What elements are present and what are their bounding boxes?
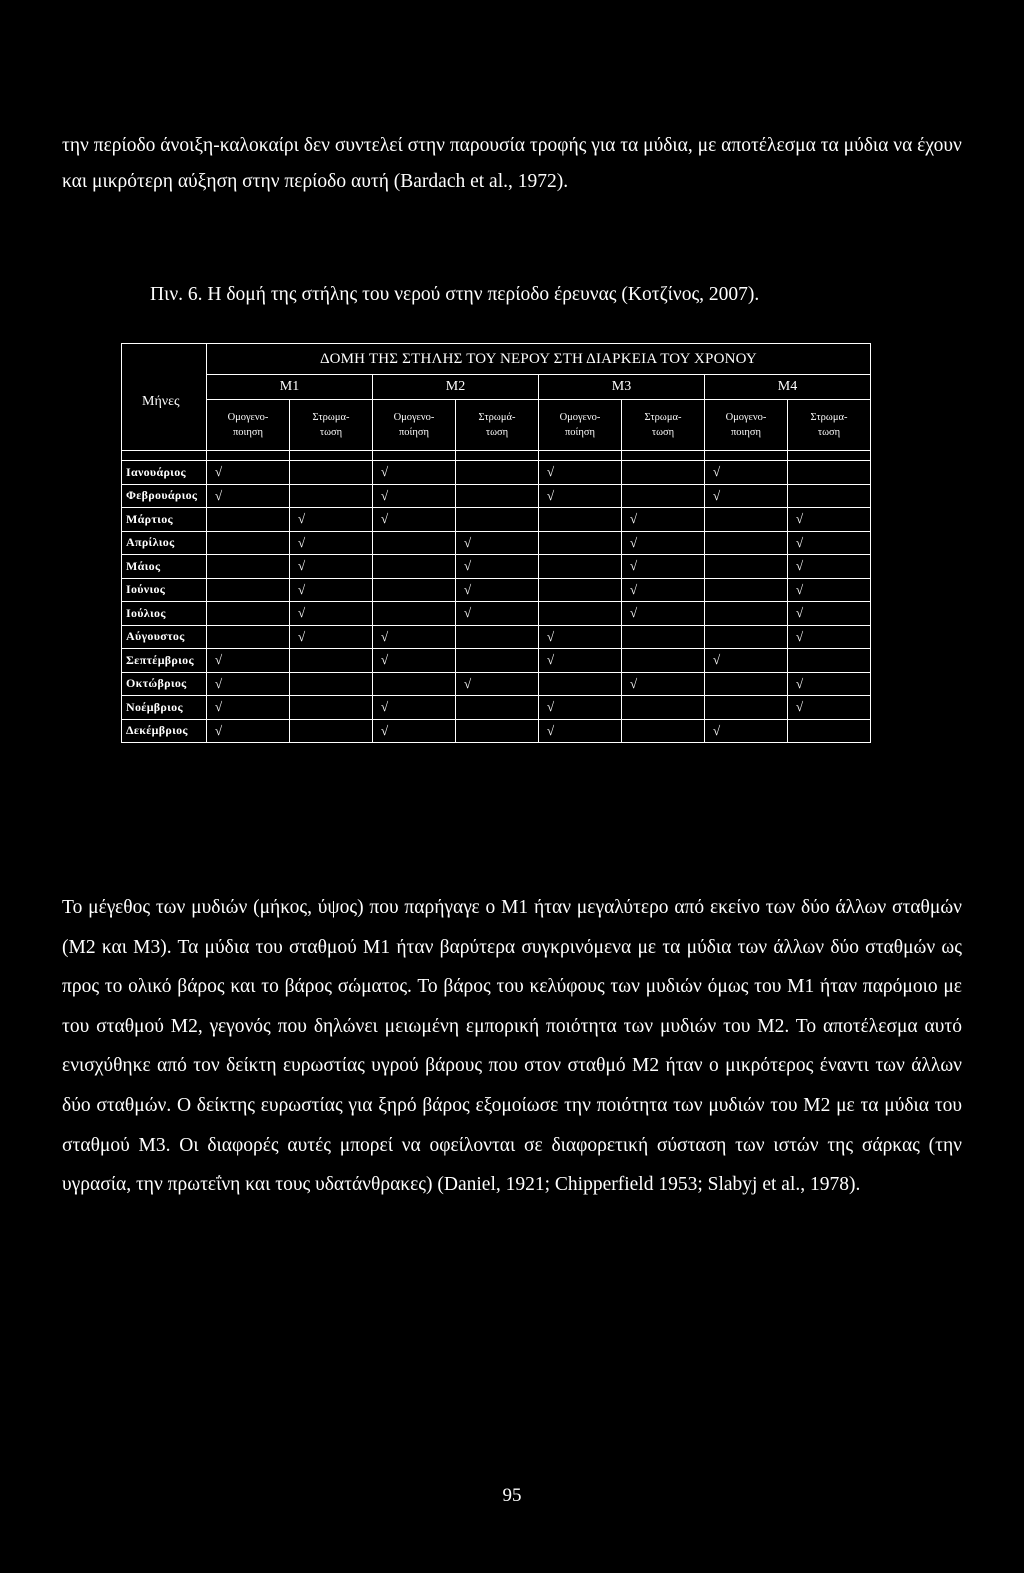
- check-mark-cell: [373, 578, 456, 602]
- check-mark-cell: [290, 672, 373, 696]
- paragraph-top: την περίοδο άνοιξη-καλοκαίρι δεν συντελεί στην παρουσία τροφής για τα μύδια, με αποτέλεσμα τα μύδια να έχουν και μικρότερη αύξηση στην περίοδο αυτή (Bardach et al., 1972).: [62, 135, 962, 192]
- table-title: ΔΟΜΗ ΤΗΣ ΣΤΗΛΗΣ ΤΟΥ ΝΕΡΟΥ ΣΤΗ ΔΙΑΡΚΕΙΑ ΤΟΥ ΧΡΟΝΟΥ: [207, 344, 871, 375]
- check-mark-cell: [705, 531, 788, 555]
- check-mark-cell: √: [373, 461, 456, 485]
- check-mark-cell: √: [705, 649, 788, 673]
- spacer-cell: [373, 451, 456, 461]
- check-mark-cell: √: [539, 625, 622, 649]
- check-mark-cell: [456, 649, 539, 673]
- check-mark-cell: √: [373, 719, 456, 743]
- check-mark-cell: √: [705, 461, 788, 485]
- check-mark-cell: √: [456, 531, 539, 555]
- check-mark-cell: [290, 696, 373, 720]
- month-cell: Ιανουάριος: [122, 461, 207, 485]
- check-mark-cell: √: [456, 602, 539, 626]
- check-mark-cell: [456, 719, 539, 743]
- check-mark-cell: [373, 672, 456, 696]
- check-mark-cell: √: [290, 578, 373, 602]
- check-mark-cell: [539, 672, 622, 696]
- check-mark-cell: √: [705, 719, 788, 743]
- check-mark-cell: √: [788, 578, 871, 602]
- check-mark-cell: √: [373, 625, 456, 649]
- month-cell: Σεπτέμβριος: [122, 649, 207, 673]
- station-header-m2: Μ2: [373, 375, 539, 400]
- table-row: [122, 555, 871, 579]
- spacer-cell: [122, 451, 207, 461]
- months-header: Μήνες: [122, 344, 207, 451]
- month-cell: Δεκέμβριος: [122, 719, 207, 743]
- station-header-m1: Μ1: [207, 375, 373, 400]
- check-mark-cell: [622, 696, 705, 720]
- check-mark-cell: √: [207, 484, 290, 508]
- subheader-homogenization: Ομογενο- ποιηση: [705, 400, 788, 451]
- table-row: [122, 672, 871, 696]
- spacer-cell: [207, 451, 290, 461]
- month-cell: Ιούνιος: [122, 578, 207, 602]
- check-mark-cell: √: [788, 531, 871, 555]
- month-cell: Απρίλιος: [122, 531, 207, 555]
- table-row: [122, 461, 871, 485]
- spacer-cell: [705, 451, 788, 461]
- check-mark-cell: [539, 531, 622, 555]
- check-mark-cell: [207, 625, 290, 649]
- check-mark-cell: [456, 461, 539, 485]
- check-mark-cell: [207, 555, 290, 579]
- check-mark-cell: √: [788, 508, 871, 532]
- month-cell: Μάρτιος: [122, 508, 207, 532]
- subheader-homogenization: Ομογενο- ποίηση: [539, 400, 622, 451]
- month-cell: Οκτώβριος: [122, 672, 207, 696]
- month-cell: Φεβρουάριος: [122, 484, 207, 508]
- check-mark-cell: [290, 461, 373, 485]
- month-cell: Ιούλιος: [122, 602, 207, 626]
- water-column-table: [121, 343, 871, 743]
- check-mark-cell: √: [373, 696, 456, 720]
- check-mark-cell: √: [207, 672, 290, 696]
- station-header-m4: Μ4: [705, 375, 871, 400]
- check-mark-cell: [539, 602, 622, 626]
- spacer-cell: [539, 451, 622, 461]
- check-mark-cell: [622, 484, 705, 508]
- check-mark-cell: √: [290, 555, 373, 579]
- check-mark-cell: √: [207, 696, 290, 720]
- check-mark-cell: [539, 555, 622, 579]
- spacer-cell: [788, 451, 871, 461]
- check-mark-cell: [290, 719, 373, 743]
- check-mark-cell: [456, 484, 539, 508]
- check-mark-cell: √: [290, 625, 373, 649]
- check-mark-cell: √: [290, 602, 373, 626]
- check-mark-cell: [207, 578, 290, 602]
- paragraph-bottom: Το μέγεθος των μυδιών (μήκος, ύψος) που παρήγαγε ο Μ1 ήταν μεγαλύτερο από εκείνο των δύο άλλων σταθμών (Μ2 και Μ3). Τα μύδια του σταθμού Μ1 ήταν βαρύτερα συγκρινόμενα με τα μύδια των άλλων δύο σταθμών ως προς το ολικό βάρος και το βάρος σώματος. Το βάρος του κελύφους των μυδιών όμως του Μ1 ήταν παρόμοιο με του σταθμού Μ2, γεγονός που δηλώνει μειωμένη εμπορική ποιότητα των μυδιών του Μ2. Το αποτέλεσμα αυτό ενισχύθηκε από τον δείκτη ευρωστίας υγρού βάρους που στον σταθμό Μ2 ήταν ο μικρότερος έναντι των άλλων δύο σταθμών. Ο δείκτης ευρωστίας για ξηρό βάρος εξομοίωσε την ποιότητα των μυδιών του Μ2 με τα μύδια του σταθμού Μ3. Οι διαφορές αυτές μπορεί να οφείλονται σε διαφορετική σύσταση των ιστών της σάρκας (την υγρασία, την πρωτεΐνη και τους υδατάνθρακες) (Daniel, 1921; Chipperfield 1953; Slabyj et al., 1978).: [62, 897, 962, 1196]
- check-mark-cell: [456, 625, 539, 649]
- table-row: [122, 602, 871, 626]
- month-cell: Μάιος: [122, 555, 207, 579]
- table-row: [122, 578, 871, 602]
- check-mark-cell: [290, 484, 373, 508]
- check-mark-cell: [622, 719, 705, 743]
- check-mark-cell: √: [207, 461, 290, 485]
- check-mark-cell: [705, 578, 788, 602]
- check-mark-cell: √: [622, 672, 705, 696]
- check-mark-cell: √: [622, 602, 705, 626]
- table-row: [122, 531, 871, 555]
- check-mark-cell: [456, 508, 539, 532]
- table-row: [122, 719, 871, 743]
- check-mark-cell: √: [788, 602, 871, 626]
- check-mark-cell: [788, 649, 871, 673]
- check-mark-cell: √: [207, 719, 290, 743]
- table-row: [122, 484, 871, 508]
- table-body: [122, 461, 871, 743]
- check-mark-cell: √: [788, 625, 871, 649]
- check-mark-cell: √: [456, 672, 539, 696]
- check-mark-cell: √: [539, 719, 622, 743]
- check-mark-cell: √: [622, 555, 705, 579]
- check-mark-cell: [705, 672, 788, 696]
- check-mark-cell: [373, 531, 456, 555]
- check-mark-cell: [207, 602, 290, 626]
- table-row: [122, 508, 871, 532]
- check-mark-cell: √: [456, 555, 539, 579]
- spacer-cell: [290, 451, 373, 461]
- subheader-stratification: Στρωμα- τωση: [290, 400, 373, 451]
- check-mark-cell: [207, 531, 290, 555]
- subheader-stratification: Στρωμα- τωση: [622, 400, 705, 451]
- check-mark-cell: √: [539, 649, 622, 673]
- month-cell: Νοέμβριος: [122, 696, 207, 720]
- check-mark-cell: [788, 484, 871, 508]
- table-row: [122, 649, 871, 673]
- check-mark-cell: [290, 649, 373, 673]
- check-mark-cell: [539, 578, 622, 602]
- page-number: 95: [502, 1485, 522, 1506]
- check-mark-cell: [705, 555, 788, 579]
- month-cell: Αύγουστος: [122, 625, 207, 649]
- check-mark-cell: [373, 602, 456, 626]
- check-mark-cell: [622, 649, 705, 673]
- station-header-m3: Μ3: [539, 375, 705, 400]
- check-mark-cell: [373, 555, 456, 579]
- check-mark-cell: [705, 625, 788, 649]
- check-mark-cell: √: [373, 484, 456, 508]
- check-mark-cell: √: [456, 578, 539, 602]
- check-mark-cell: [622, 461, 705, 485]
- check-mark-cell: √: [539, 696, 622, 720]
- check-mark-cell: √: [788, 555, 871, 579]
- check-mark-cell: √: [788, 672, 871, 696]
- table-row: [122, 696, 871, 720]
- subheader-homogenization: Ομογενο- ποιηση: [207, 400, 290, 451]
- check-mark-cell: √: [788, 696, 871, 720]
- check-mark-cell: [622, 625, 705, 649]
- subheader-stratification: Στρωμα- τωση: [788, 400, 871, 451]
- check-mark-cell: [705, 508, 788, 532]
- check-mark-cell: [788, 461, 871, 485]
- check-mark-cell: √: [373, 649, 456, 673]
- table-caption: Πιν. 6. Η δομή της στήλης του νερού στην περίοδο έρευνας (Κοτζίνος, 2007).: [150, 284, 760, 305]
- check-mark-cell: √: [705, 484, 788, 508]
- check-mark-cell: √: [622, 508, 705, 532]
- table-row: [122, 625, 871, 649]
- check-mark-cell: [788, 719, 871, 743]
- check-mark-cell: √: [622, 578, 705, 602]
- check-mark-cell: √: [290, 531, 373, 555]
- subheader-stratification: Στρωμά- τωση: [456, 400, 539, 451]
- check-mark-cell: √: [539, 484, 622, 508]
- check-mark-cell: [456, 696, 539, 720]
- check-mark-cell: [207, 508, 290, 532]
- check-mark-cell: [539, 508, 622, 532]
- check-mark-cell: √: [373, 508, 456, 532]
- spacer-cell: [622, 451, 705, 461]
- check-mark-cell: √: [290, 508, 373, 532]
- check-mark-cell: √: [207, 649, 290, 673]
- spacer-cell: [456, 451, 539, 461]
- check-mark-cell: [705, 696, 788, 720]
- check-mark-cell: [705, 602, 788, 626]
- check-mark-cell: √: [622, 531, 705, 555]
- check-mark-cell: √: [539, 461, 622, 485]
- subheader-homogenization: Ομογενο- ποίηση: [373, 400, 456, 451]
